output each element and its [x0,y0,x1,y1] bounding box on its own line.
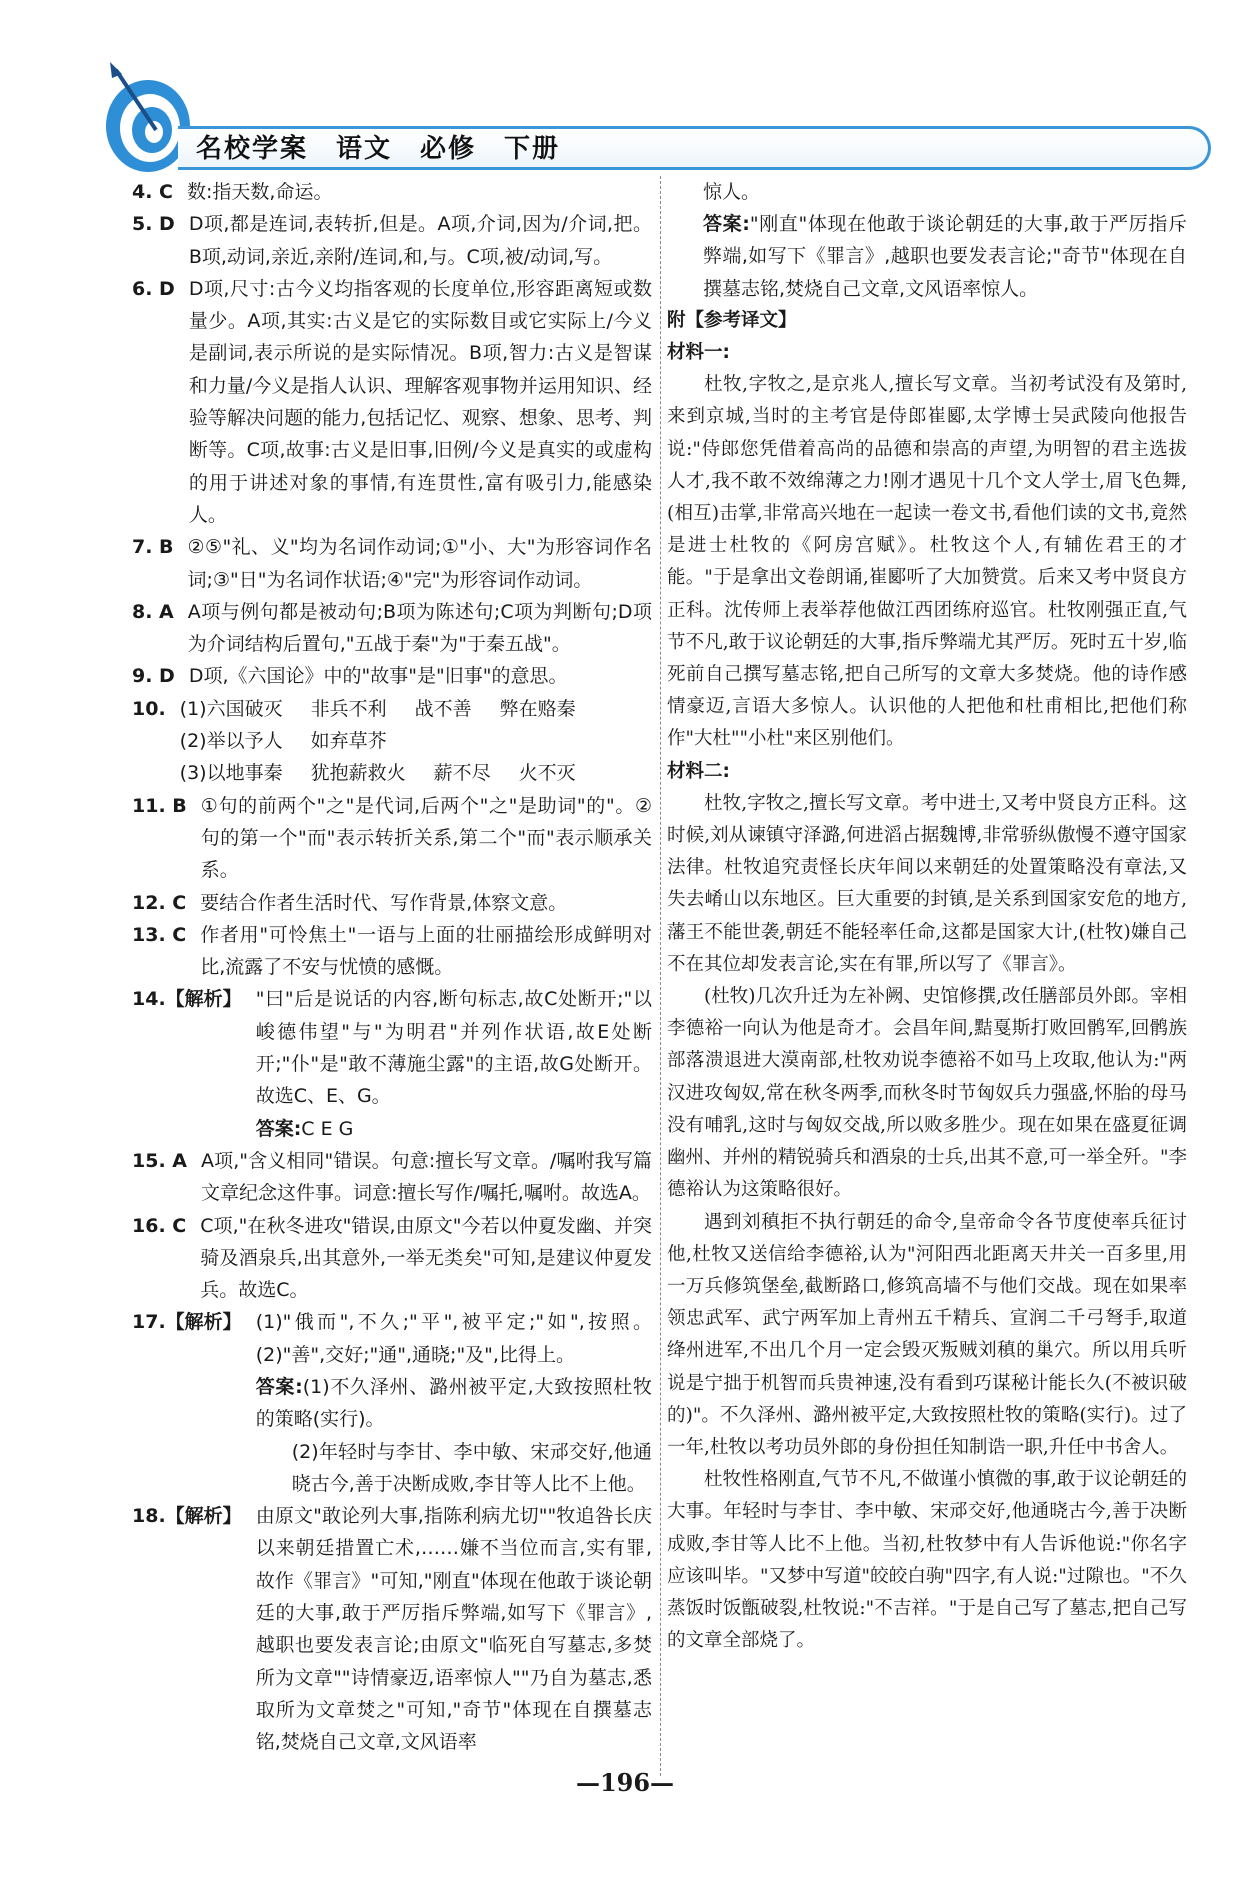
item-number-text: 18. [132,1505,166,1528]
answer-item-5 [132,208,652,273]
fill-phrase: 如弃草芥 [310,730,387,753]
material-two-paragraph-3: 遇到刘稹拒不执行朝廷的命令,皇帝命令各节度使率兵征讨他,杜牧又送信给李德裕,认为"河阳西北距离天井关一百多里,用一万兵修筑堡垒,截断路口,修筑高墙不与他们交战。现在如果率领忠武军、武宁两军加上青州五千精兵、宣润二千弓弩手,取道绛州进军,不出几个月一定会毁灭叛贼刘稹的巢穴。所以用兵听说是宁拙于机智而兵贵神速,没有看到巧谋秘计能长久(不被识破的)"。不久泽州、潞州被平定,大致按照杜牧的策略(实行)。过了一年,杜牧以考功员外郎的身份担任知制诰一职,升任中书舍人。 [667,1211,1187,1458]
item-number: 12. C [132,891,187,914]
fill-line-1 [180,693,652,725]
answer-item-9 [132,660,652,692]
answer-label: 答案: [255,1117,302,1140]
material-two-paragraph-2: (杜牧)几次升迁为左补阙、史馆修撰,改任膳部员外郎。宰相李德裕一向认为他是奇才。会昌年间,黠戛斯打败回鹘军,回鹘族部落溃退进大漠南部,杜牧劝说李德裕不如马上攻取,他认为:"两汉进攻匈奴,常在秋冬两季,而秋冬时节匈奴兵力强盛,怀胎的母马没有哺乳,这时与匈奴交战,所以败多胜少。现在如果在盛夏征调幽州、并州的精锐骑兵和酒泉的士兵,出其不意,可一举全歼。"李德裕认为这策略很好。 [667,986,1187,1201]
answer-item-16 [132,1210,652,1307]
analysis-tag: 【解析】 [165,1505,242,1528]
analysis-tag: 【解析】 [165,988,242,1011]
answer-block [667,208,1187,305]
answer-line [256,1371,652,1436]
material-one-title: 材料一: [667,342,730,364]
fill-phrase: 战不善 [414,697,472,720]
answer-item-14 [132,983,652,1144]
item-text: A项与例句都是被动句;B项为陈述句;C项为判断句;D项为介词结构后置句,"五战于秦"为"于秦五战"。 [187,600,652,656]
item-number: 9. D [132,665,175,688]
answer-item-8 [132,596,652,661]
column-divider [660,176,661,1776]
item-number: 15. A [132,1149,187,1172]
reference-translation-title: 附【参考译文】 [667,309,797,331]
answer-item-11 [132,790,652,887]
answer-item-7 [132,531,652,596]
item-number: 13. C [132,923,187,946]
answer-line-2: (2)年轻时与李甘、李中敏、宋邧交好,他通晓古今,善于决断成败,李甘等人比不上他。 [291,1440,652,1495]
answer-item-17 [132,1306,652,1500]
item-number: 4. C [132,181,173,203]
item-text [256,983,652,1144]
analysis-text: (1)"俄而",不久;"平",被平定;"如",按照。(2)"善",交好;"通",通晓;"及",比得上。 [255,1311,652,1366]
item-text [180,693,652,790]
answer-label: 答案: [255,1375,303,1398]
fill-phrase: (3)以地事秦 [179,762,283,785]
page-header [0,0,1250,175]
item-text: C项,"在秋冬进攻"错误,由原文"今若以仲夏发幽、并突骑及酒泉兵,出其意外,一举无类矣"可知,是建议仲夏发兵。故选C。 [200,1214,652,1302]
book-title: 名校学案 语文 必修 下册 [196,134,561,164]
item-text: 作者用"可怜焦土"一语与上面的壮丽描绘形成鲜明对比,流露了不安与忧愤的感慨。 [200,923,652,979]
item-number [132,1500,242,1758]
item-number: 10. [132,697,166,720]
answer-label: 答案: [703,213,750,236]
answer-text: "刚直"体现在他敢于谈论朝廷的大事,敢于严厉指斥弊端,如写下《罪言》,越职也要发表言论;"奇节"体现在自撰墓志铭,焚烧自己文章,文风语率惊人。 [703,213,1187,300]
material-two-paragraph-1: 杜牧,字牧之,擅长写文章。考中进士,又考中贤良方正科。这时候,刘从谏镇守泽潞,何进滔占据魏博,非常骄纵傲慢不遵守国家法律。杜牧追究责怪长庆年间以来朝廷的处置策略没有章法,又失去崤山以东地区。巨大重要的封镇,是关系到国家安危的地方,藩王不能世袭,朝廷不能轻率任命,这都是国家大计,(杜牧)嫌自己不在其位却发表言论,实在有罪,所以写了《罪言》。 [667,792,1187,975]
item-text: 由原文"敢论列大事,指陈利病尤切""牧追咎长庆以来朝廷措置亡术,……嫌不当位而言,实有罪,故作《罪言》"可知,"刚直"体现在他敢于谈论朝廷的大事,敢于严厉指斥弊端,如写下《罪言》,越职也要发表言论;由原文"临死自写墓志,多焚所为文章""诗情豪迈,语率惊人""乃自为墓志,悉取所为文章焚之"可知,"奇节"体现在自撰墓志铭,焚烧自己文章,文风语率 [255,1505,652,1754]
item-text: D项,尺寸:古今义均指客观的长度单位,形容距离短或数量少。A项,其实:古义是它的实际数目或它实际上/今义是副词,表示所说的是实际情况。B项,智力:古义是智谋和力量/今义是指人认识、理解客观事物并运用知识、经验等解决问题的能力,包括记忆、观察、想象、思考、判断等。C项,故事:古义是旧事,旧例/今义是真实的或虚构的用于讲述对象的事情,有连贯性,富有吸引力,能感染人。 [188,277,652,526]
item-number [132,1306,242,1500]
item-text: D项,《六国论》中的"故事"是"旧事"的意思。 [188,665,568,688]
answer-item-12 [132,887,652,919]
fill-phrase: 弊在赂秦 [499,697,576,720]
answer-item-6 [132,273,652,531]
item-text: ②⑤"礼、义"均为名词作动词;①"小、大"为形容词作名词;③"日"为名词作状语;④"完"为形容词作动词。 [187,536,652,591]
answer-text: C E G [301,1117,354,1140]
answer-text: (1)不久泽州、潞州被平定,大致按照杜牧的策略(实行)。 [255,1375,652,1431]
item-number: 11. B [132,794,187,817]
item-number: 7. B [132,536,174,559]
item-text: 数:指天数,命运。 [187,181,333,203]
item-text [256,1306,652,1500]
item-number: 8. A [132,600,174,623]
fill-line-3 [180,757,652,789]
item-number: 6. D [132,277,175,300]
answer-item-18 [132,1500,652,1758]
fill-phrase: 犹抱薪救火 [310,762,406,785]
item-text: 要结合作者生活时代、写作背景,体察文意。 [200,891,568,914]
fill-phrase: 非兵不利 [310,697,387,720]
answer-item-4 [132,176,652,208]
fill-phrase: 火不灭 [518,762,576,785]
analysis-text: "曰"后是说话的内容,断句标志,故C处断开;"以峻德伟望"与"为明君"并列作状语,故E处断开;"仆"是"敢不薄施尘露"的主语,故G处断开。故选C、E、G。 [255,988,652,1108]
item-number: 16. C [132,1214,187,1237]
material-two-paragraph-4: 杜牧性格刚直,气节不凡,不做谨小慎微的事,敢于议论朝廷的大事。年轻时与李甘、李中敏、宋邧交好,他通晓古今,善于决断成败,李甘等人比不上他。当初,杜牧梦中有人告诉他说:"你名字应该叫毕。"又梦中写道"皎皎白驹"四字,有人说:"过隙也。"不久蒸饭时饭甑破裂,杜牧说:"不吉祥。"于是自己写了墓志,把自己写的文章全部烧了。 [667,1469,1187,1652]
fill-phrase: (1)六国破灭 [179,697,283,720]
page-number: —196— [575,1768,675,1797]
item-number [132,983,242,1144]
item-number: 5. D [132,213,175,236]
answer-line [256,1113,652,1145]
material-one-text: 杜牧,字牧之,是京兆人,擅长写文章。当初考试没有及第时,来到京城,当时的主考官是侍郎崔郾,太学博士吴武陵向他报告说:"侍郎您凭借着高尚的品德和崇高的声望,为明智的君主选拔人才,我不敢不效绵薄之力!刚才遇见十几个文人学士,眉飞色舞,(相互)击掌,非常高兴地在一起读一卷文书,看他们读的文书,竟然是进士杜牧的《阿房宫赋》。杜牧这个人,有辅佐君王的才能。"于是拿出文卷朗诵,崔郾听了大加赞赏。后来又考中贤良方正科。沈传师上表举荐他做江西团练府巡官。杜牧刚强正直,气节不凡,敢于议论朝廷的大事,指斥弊端尤其严厉。死时五十岁,临死前自己撰写墓志铭,把自己所写的文章大多焚烧。他的诗作感情豪迈,言语大多惊人。认识他的人把他和杜甫相比,把他们称作"大杜""小杜"来区别他们。 [667,374,1187,750]
item-text: D项,都是连词,表转折,但是。A项,介词,因为/介词,把。B项,动词,亲近,亲附/连词,和,与。C项,被/动词,写。 [188,213,652,268]
answer-column-right [667,176,1187,1657]
analysis-tag: 【解析】 [165,1311,242,1334]
answer-column-left [132,176,652,1759]
answer-item-15 [132,1145,652,1210]
fill-phrase: (2)举以予人 [179,730,283,753]
item-text: ①句的前两个"之"是代词,后两个"之"是助词"的"。②句的第一个"而"表示转折关系,第二个"而"表示顺承关系。 [200,794,652,882]
fill-line-2 [180,725,652,757]
continued-text: 惊人。 [703,181,761,203]
answer-item-10 [132,693,652,790]
answer-item-13 [132,919,652,984]
item-number-text: 14. [132,988,166,1011]
fill-phrase: 薪不尽 [433,762,491,785]
material-two-title: 材料二: [667,760,730,782]
item-text: A项,"含义相同"错误。句意:擅长写文章。/嘱咐我写篇文章纪念这件事。词意:擅长写作/嘱托,嘱咐。故选A。 [200,1149,652,1205]
item-number-text: 17. [132,1311,166,1334]
